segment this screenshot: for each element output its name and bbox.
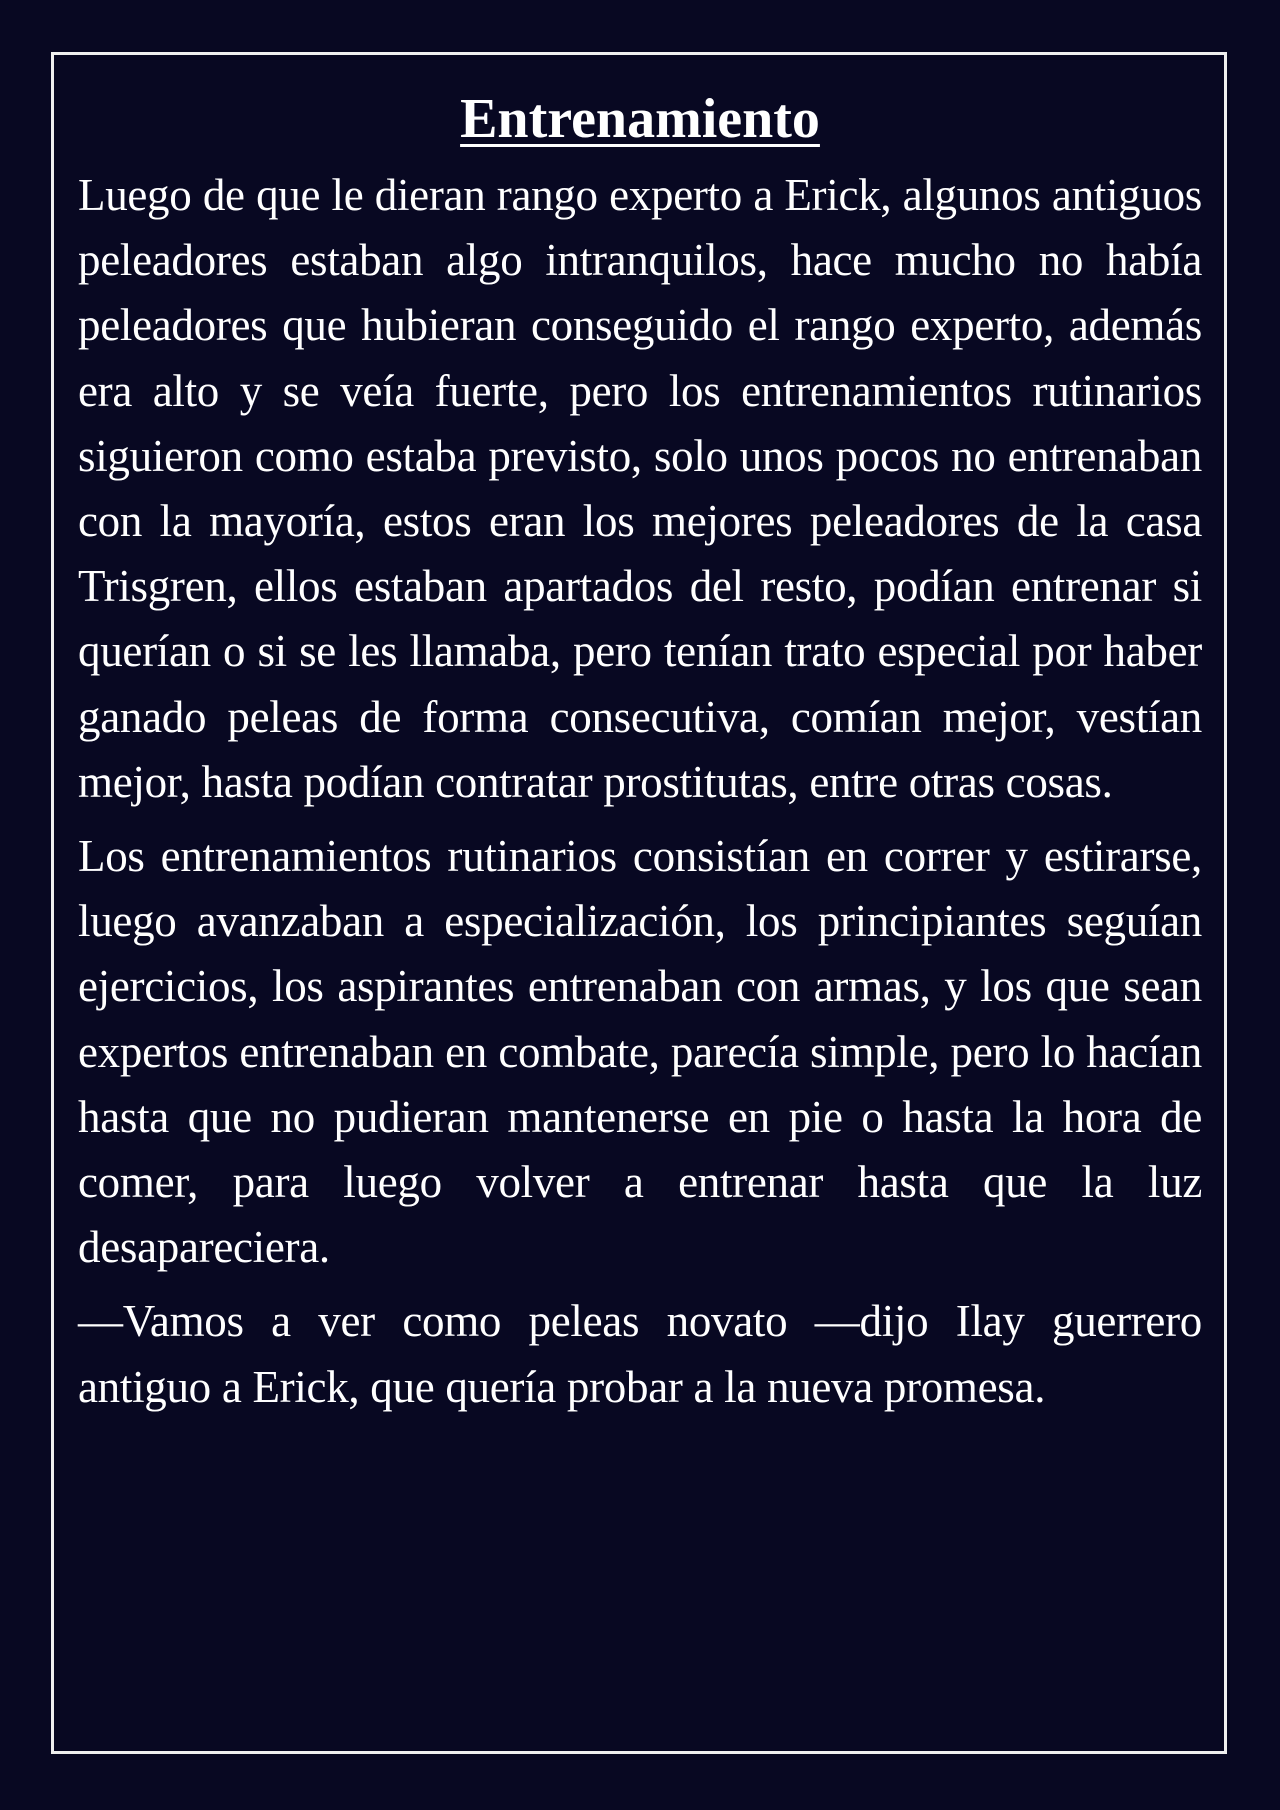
paragraph-1: Luego de que le dieran rango experto a Erick, algunos antiguos peleadores estaban algo intranquilos, hace mucho no había peleadores que hubieran conseguido el rango experto, además era alto y se veía fuerte, pero los entrenamientos rutinarios siguieron como estaba previsto, solo unos pocos no entrenaban con la mayoría, estos eran los mejores peleadores de la casa Trisgren, ellos estaban apartados del resto, podían entrenar si querían o si se les llamaba, pero tenían trato especial por haber ganado peleas de forma consecutiva, comían mejor, vestían mejor, hasta podían contratar prostitutas, entre otras cosas. xyxy=(78,170,1202,807)
paragraph-3: —Vamos a ver como peleas novato —dijo Ilay guerrero antiguo a Erick, que quería probar a la nueva promesa. xyxy=(78,1296,1202,1412)
document-body xyxy=(78,76,1202,1420)
paragraph-2: Los entrenamientos rutinarios consistían en correr y estirarse, luego avanzaban a especialización, los principiantes seguían ejercicios, los aspirantes entrenaban con armas, y los que sean expertos entrenaban en combate, parecía simple, pero lo hacían hasta que no pudieran mantenerse en pie o hasta la hora de comer, para luego volver a entrenar hasta que la luz desapareciera. xyxy=(78,831,1202,1273)
page-title: Entrenamiento xyxy=(460,88,820,150)
